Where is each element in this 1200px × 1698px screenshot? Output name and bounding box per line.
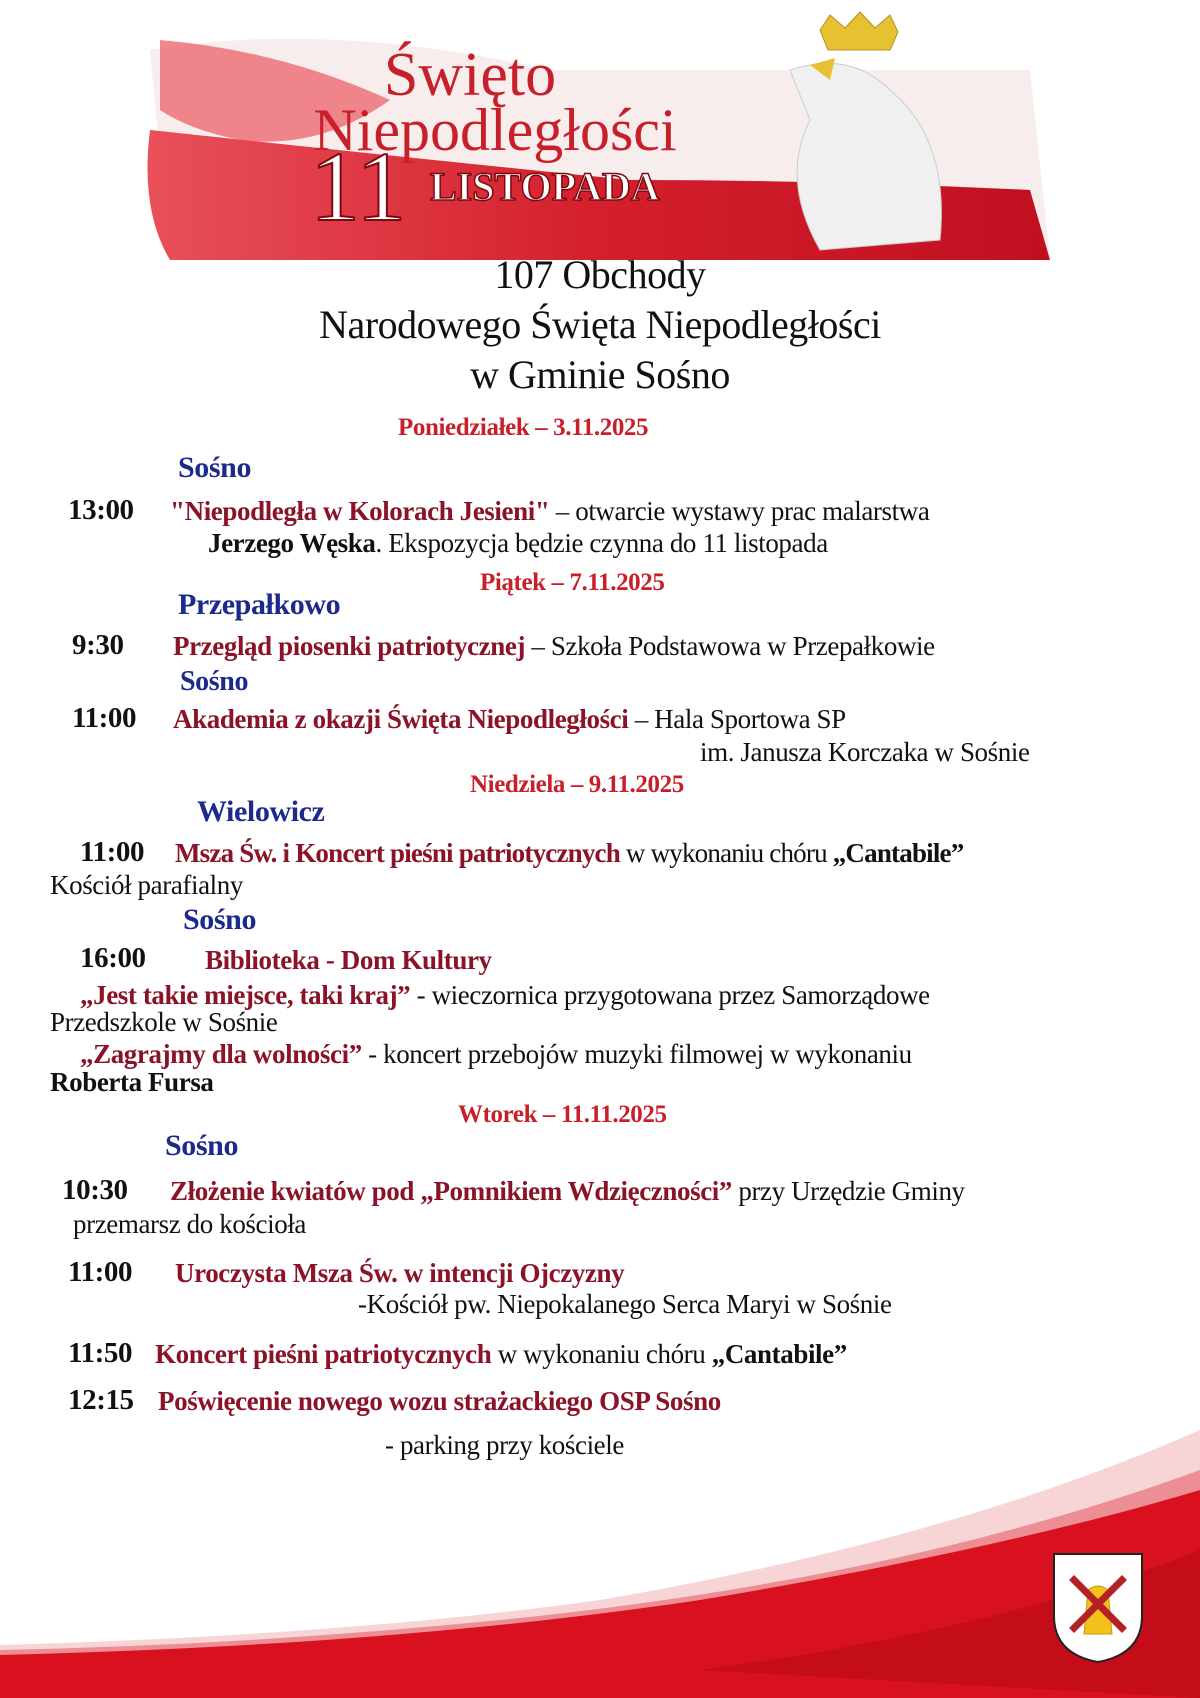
- event-title: „Zagrajmy dla wolności”: [80, 1039, 362, 1069]
- event-title: Koncert pieśni patriotycznych: [155, 1339, 492, 1369]
- event-desc: – otwarcie wystawy prac malarstwa: [549, 496, 930, 526]
- banner-day: 11: [310, 131, 407, 242]
- event-desc: w wykonaniu chóru: [619, 838, 833, 868]
- eagle-emblem: [790, 12, 941, 250]
- place-heading: Sośno: [180, 666, 249, 697]
- municipality-crest: [1050, 1550, 1146, 1666]
- banner-line2: Niepodległości: [313, 97, 677, 163]
- event-desc: Przedszkole w Sośnie: [50, 1007, 278, 1037]
- event-title: Poświęcenie nowego wozu strażackiego OSP Sośno: [158, 1386, 721, 1416]
- place-heading: Sośno: [178, 451, 252, 484]
- event-desc: . Ekspozycja będzie czynna do 11 listopada: [375, 528, 828, 558]
- footer-flag-wave: [0, 1430, 1200, 1698]
- event-title: Akademia z okazji Święta Niepodległości: [173, 704, 629, 734]
- heading-line3: w Gminie Sośno: [470, 352, 730, 397]
- event-text: [155, 1336, 847, 1372]
- event-time: 11:00: [80, 836, 145, 868]
- place-heading: Przepałkowo: [178, 588, 341, 621]
- event-time: 11:00: [72, 702, 137, 734]
- performer-name: Roberta Fursa: [50, 1067, 214, 1097]
- event-title: Msza Św. i Koncert pieśni patriotycznych: [175, 838, 620, 868]
- event-time: 11:50: [68, 1337, 133, 1369]
- event-time: 9:30: [72, 629, 124, 661]
- event-desc: w wykonaniu chóru: [491, 1339, 712, 1369]
- event-text: [170, 1173, 965, 1209]
- event-desc: Kościół parafialny: [50, 870, 243, 900]
- date-day2: Piątek – 7.11.2025: [480, 569, 665, 596]
- event-desc: przemarsz do kościoła: [73, 1209, 307, 1239]
- event-title: „Jest takie miejsce, taki kraj”: [80, 980, 411, 1010]
- event-row: [68, 492, 134, 528]
- event-title: "Niepodległa w Kolorach Jesieni": [170, 496, 550, 526]
- place-heading: Sośno: [165, 1129, 239, 1162]
- event-text: [175, 835, 963, 871]
- event-title: Biblioteka - Dom Kultury: [205, 945, 492, 975]
- date-day3: Niedziela – 9.11.2025: [470, 771, 684, 798]
- event-desc: – Szkoła Podstawowa w Przepałkowie: [525, 631, 935, 661]
- event-desc: - wieczornica przygotowana przez Samorządowe: [410, 980, 930, 1010]
- date-day4: Wtorek – 11.11.2025: [458, 1101, 667, 1128]
- event-text-cont: [208, 525, 828, 561]
- event-desc: - parking przy kościele: [385, 1430, 624, 1460]
- artist-name: Jerzego Węska: [208, 528, 376, 558]
- event-time: 12:15: [68, 1384, 134, 1416]
- event-title: Przegląd piosenki patriotycznej: [173, 631, 526, 661]
- event-title: Uroczysta Msza Św. w intencji Ojczyzny: [175, 1258, 625, 1288]
- banner-month: LISTOPADA: [430, 164, 660, 209]
- event-text: [170, 493, 929, 529]
- date-day1: Poniedziałek – 3.11.2025: [398, 414, 649, 441]
- event-time: 11:00: [68, 1256, 133, 1288]
- place-heading: Wielowicz: [197, 795, 325, 828]
- event-title: Złożenie kwiatów pod „Pomnikiem Wdzięczności”: [170, 1176, 732, 1206]
- heading-line2: Narodowego Święta Niepodległości: [319, 302, 881, 347]
- event-text: [173, 628, 935, 664]
- choir-name: „Cantabile”: [832, 838, 964, 868]
- event-time: 10:30: [62, 1174, 128, 1206]
- event-text: [173, 701, 846, 737]
- event-time: 13:00: [68, 494, 134, 526]
- event-time: 16:00: [80, 942, 146, 974]
- event-desc: – Hala Sportowa SP: [628, 704, 846, 734]
- event-desc: im. Janusza Korczaka w Sośnie: [700, 737, 1030, 767]
- header-banner: [130, 10, 1080, 280]
- place-heading: Sośno: [183, 903, 257, 936]
- heading-line1: 107 Obchody: [494, 252, 706, 297]
- event-desc: -Kościół pw. Niepokalanego Serca Maryi w Sośnie: [358, 1289, 892, 1319]
- event-desc: - koncert przebojów muzyki filmowej w wykonaniu: [361, 1039, 912, 1069]
- choir-name: „Cantabile”: [711, 1339, 847, 1369]
- event-desc: przy Urzędzie Gminy: [732, 1176, 965, 1206]
- banner-line1: Święto: [383, 41, 557, 109]
